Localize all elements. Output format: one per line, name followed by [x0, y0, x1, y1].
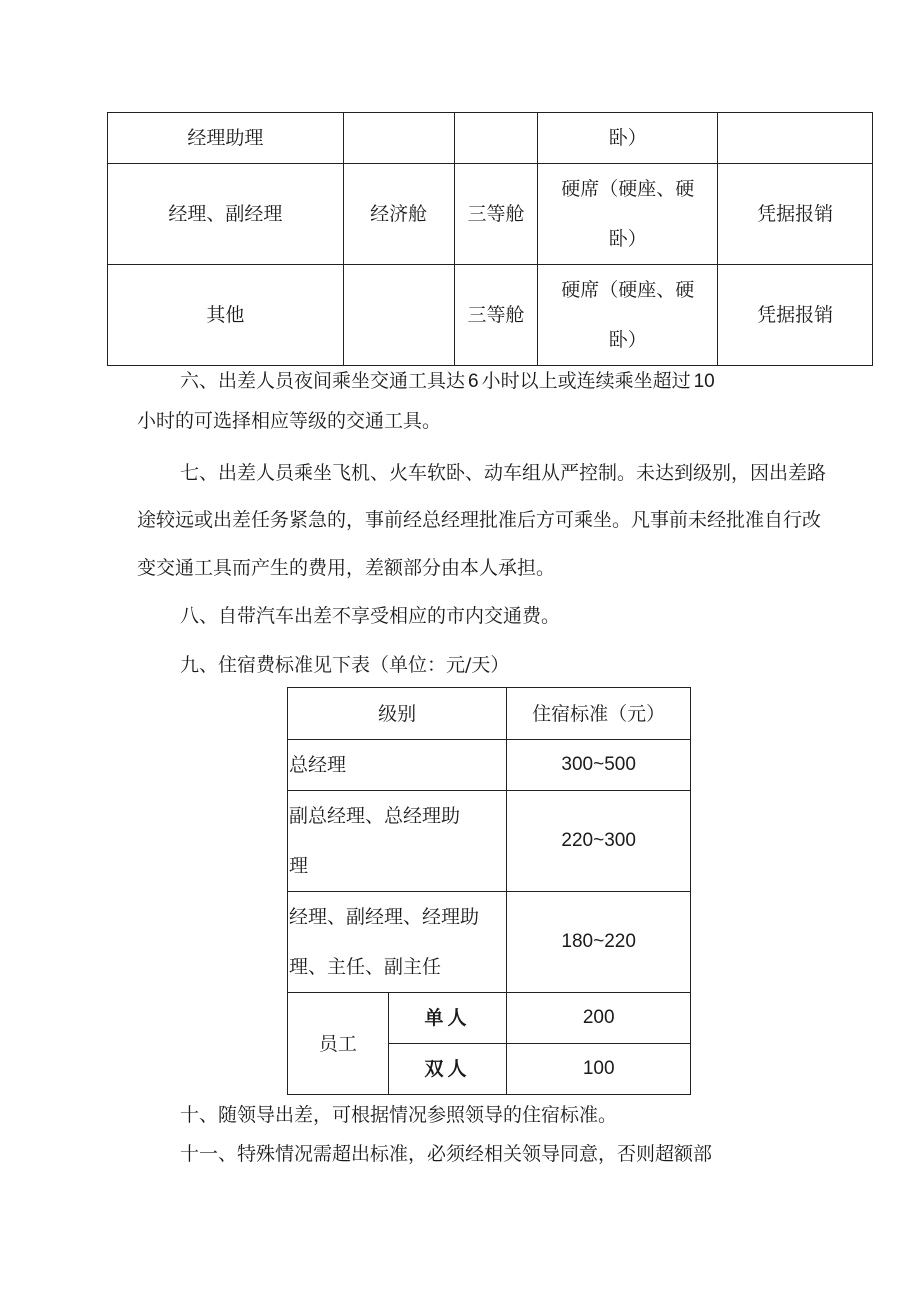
city-cell	[718, 113, 873, 164]
table-row	[108, 265, 873, 366]
double-room-value: 100	[507, 1044, 691, 1095]
transport-standard-table	[107, 112, 873, 366]
level-cell: 经理助理	[108, 113, 344, 164]
plane-cell: 经济舱	[343, 164, 454, 265]
standard-cell: 180~220	[507, 892, 691, 993]
lodging-standard-table	[287, 687, 691, 1095]
single-room-value: 200	[507, 993, 691, 1044]
header-standard: 住宿标准（元）	[507, 688, 691, 740]
table-row	[288, 791, 691, 892]
level-cell	[288, 892, 507, 993]
table-row	[108, 113, 873, 164]
header-level: 级别	[288, 688, 507, 740]
paragraph-6-line-1	[180, 366, 715, 393]
p6-text-b: 小时以上或连续乘坐超过	[481, 370, 691, 392]
ship-cell	[454, 113, 538, 164]
p6-hours: 6	[468, 371, 479, 392]
paragraph-7-line-3: 变交通工具而产生的费用，差额部分由本人承担。	[137, 557, 556, 579]
ship-cell: 三等舱	[454, 265, 538, 366]
table-row	[288, 892, 691, 993]
city-cell: 凭据报销	[718, 164, 873, 265]
train-cell	[538, 265, 718, 366]
level-cell: 其他	[108, 265, 344, 366]
city-cell: 凭据报销	[718, 265, 873, 366]
train-line-1: 硬席（硬座、硬	[561, 178, 695, 200]
paragraph-8: 八、自带汽车出差不享受相应的市内交通费。	[180, 605, 561, 627]
table-header-row	[288, 688, 691, 740]
standard-cell: 300~500	[507, 740, 691, 791]
paragraph-9: 九、住宿费标准见下表（单位：元/天）	[180, 654, 510, 676]
staff-cell: 员工	[288, 993, 389, 1095]
level-line-2: 理	[289, 855, 309, 877]
level-cell: 经理、副经理	[108, 164, 344, 265]
level-line-2: 理、主任、副主任	[289, 956, 442, 978]
train-line-1: 硬席（硬座、硬	[561, 279, 695, 301]
train-line-2: 卧）	[608, 228, 647, 250]
train-line-2: 卧）	[608, 329, 647, 351]
table-row	[288, 993, 691, 1044]
paragraph-10: 十、随领导出差，可根据情况参照领导的住宿标准。	[180, 1104, 618, 1126]
paragraph-7-line-2: 途较远或出差任务紧急的，事前经总经理批准后方可乘坐。凡事前未经批准自行改	[137, 509, 822, 531]
standard-cell: 220~300	[507, 791, 691, 892]
ship-cell: 三等舱	[454, 164, 538, 265]
table-row	[288, 740, 691, 791]
plane-cell	[343, 265, 454, 366]
level-cell	[288, 791, 507, 892]
double-room-cell: 双人	[388, 1044, 507, 1095]
train-cell	[538, 164, 718, 265]
paragraph-11: 十一、特殊情况需超出标准，必须经相关领导同意，否则超额部	[180, 1143, 713, 1165]
train-cell: 卧）	[538, 113, 718, 164]
p6-text-a: 六、出差人员夜间乘坐交通工具达	[180, 370, 466, 392]
table-row	[108, 164, 873, 265]
single-room-cell: 单人	[388, 993, 507, 1044]
paragraph-7-line-1: 七、出差人员乘坐飞机、火车软卧、动车组从严控制。未达到级别，因出差路	[180, 462, 827, 484]
p6-hours-2: 10	[693, 371, 715, 392]
paragraph-6-line-2: 小时的可选择相应等级的交通工具。	[137, 410, 442, 432]
level-line-1: 副总经理、总经理助	[289, 805, 461, 827]
level-line-1: 经理、副经理、经理助	[289, 906, 480, 928]
plane-cell	[343, 113, 454, 164]
level-cell: 总经理	[288, 740, 507, 791]
